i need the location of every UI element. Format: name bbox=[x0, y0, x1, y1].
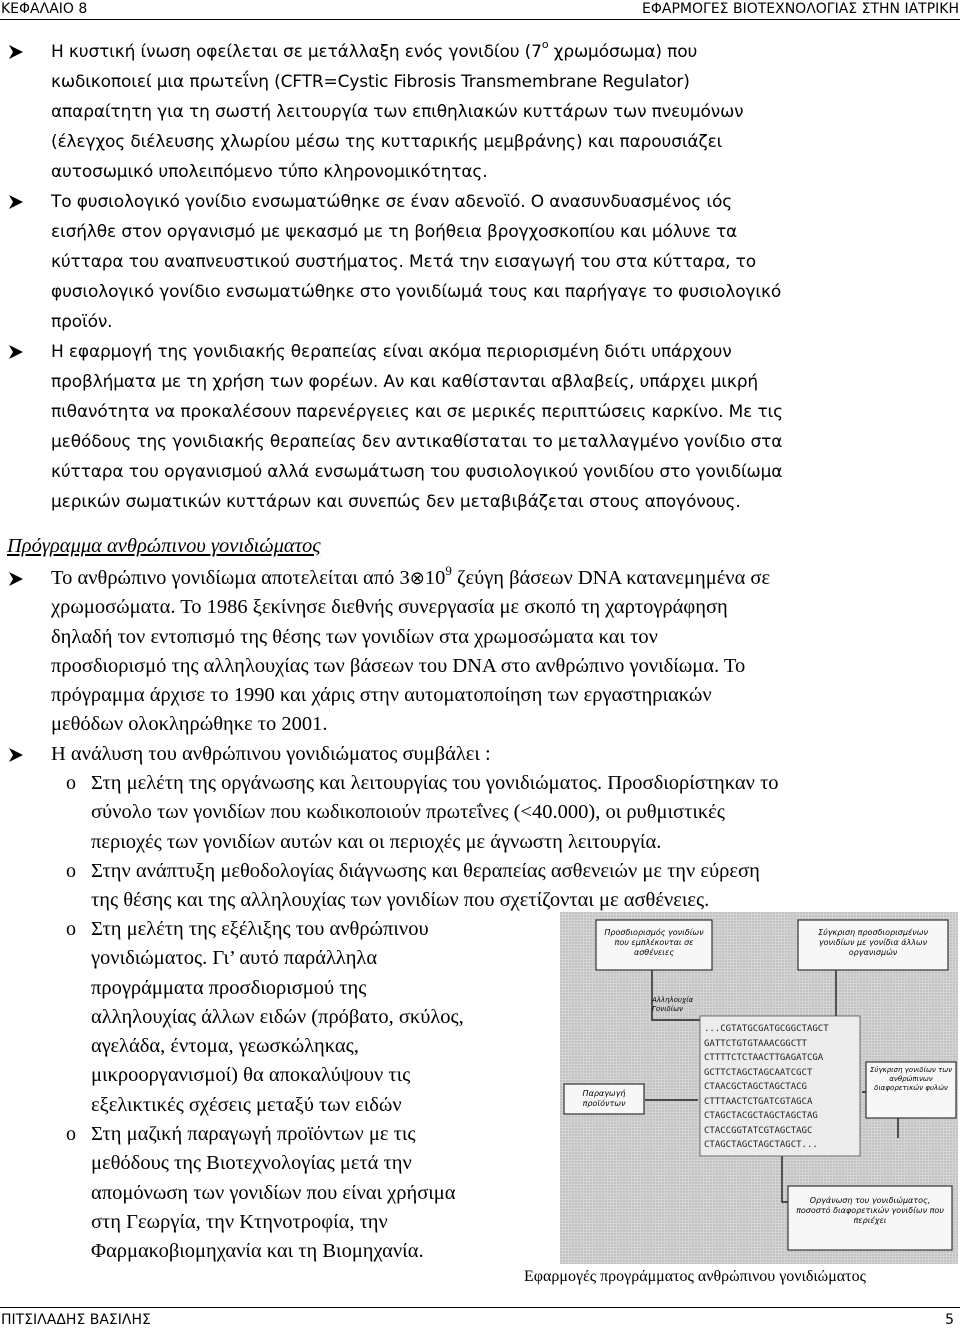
sequence-line: GCTTCTAGCTAGCAATCGCT bbox=[704, 1067, 813, 1078]
text-line: αγελάδα, έντομα, γεωσκώληκας, bbox=[91, 1035, 359, 1058]
text-line: προβλήματα με τη χρήση των φορέων. Αν και καθίστανται αβλαβείς, υπάρχει μικρή bbox=[51, 372, 758, 392]
sequence-line: CTAGCTAGCTAGCTAGCT... bbox=[704, 1140, 818, 1150]
arrow-bullet-icon bbox=[7, 746, 25, 764]
text-line: κύτταρα του αναπνευστικού συστήματος. Μετά την εισαγωγή του στα κύτταρα, το bbox=[51, 252, 757, 272]
superscript: ο bbox=[541, 38, 549, 51]
sub-bullet-production bbox=[91, 1120, 556, 1266]
text-line: προσδιορισμό της αλληλουχίας των βάσεων του DNA στο ανθρώπινο γονιδίωμα. Το bbox=[51, 654, 746, 677]
text-line: Στην ανάπτυξη μεθοδολογίας διάγνωσης και θεραπείας ασθενειών με την εύρεση bbox=[91, 860, 760, 882]
text-line: (έλεγχος διέλευσης χλωρίου μέσω της κυτταρικής μεμβράνης) και παρουσιάζει bbox=[51, 132, 723, 152]
text-line: στη Γεωργία, την Κτηνοτροφία, την bbox=[91, 1210, 388, 1233]
arrow-bullet-icon bbox=[7, 343, 25, 361]
figure-label-compare-organisms: Σύγκριση προσδιορισμένων γονιδίων με γονίδια άλλων οργανισμών bbox=[818, 928, 928, 957]
sub-bullet-marker: o bbox=[66, 918, 76, 940]
sequence-line: CTACCGGTATCGTAGCTAGC bbox=[704, 1125, 813, 1136]
sub-bullet-diagnosis bbox=[91, 857, 957, 916]
text-line: εξελικτικές σχέσεις μεταξύ των ειδών bbox=[91, 1093, 402, 1116]
footer-author: ΠΙΤΣΙΛΑΔΗΣ ΒΑΣΙΛΗΣ bbox=[1, 1312, 151, 1328]
bullet-genome-analysis: Η ανάλυση του ανθρώπινου γονιδιώματος συμβάλει : bbox=[51, 743, 491, 765]
text-line: Το φυσιολογικό γονίδιο ενσωματώθηκε σε έναν αδενοϊό. Ο ανασυνδυασμένος ιός bbox=[51, 192, 733, 212]
sequence-line: CTAACGCTAGCTAGCTACG bbox=[704, 1082, 807, 1092]
sub-bullet-marker: o bbox=[66, 1123, 76, 1145]
text-line: μερικών σωματικών κυττάρων και συνεπώς δεν μεταβιβάζεται στους απογόνους. bbox=[51, 492, 741, 512]
text-line: προϊόν. bbox=[51, 312, 113, 332]
text-line: χρωμοσώματα. Το 1986 ξεκίνησε διεθνής συνεργασία με σκοπό τη χαρτογράφηση bbox=[51, 596, 728, 619]
sequence-line: GATTCTGTGTAAACGGCTT bbox=[704, 1038, 807, 1049]
sequence-line: CTTTTCTCTAACTTGAGATCGA bbox=[704, 1053, 824, 1063]
figure-label-compare-races: Σύγκριση γονιδίων των ανθρώπινων διαφορετικών φυλών bbox=[870, 1066, 952, 1092]
figure-label-genome-organization: Οργάνωση του γονιδιώματος, ποσοστό διαφορετικών γονιδίων που περιέχει bbox=[796, 1196, 944, 1225]
text-line: δηλαδή τον εντοπισμό της θέσης των γονιδίων στα χρωμοσώματα και τον bbox=[51, 625, 658, 648]
text-line: κωδικοποιεί μια πρωτεΐνη (CFTR=Cystic Fibrosis Transmembrane Regulator) bbox=[51, 72, 690, 92]
sub-bullet-evolution bbox=[91, 915, 556, 1120]
footer-divider bbox=[0, 1307, 960, 1308]
text-line: μεθόδων ολοκληρώθηκε το 2001. bbox=[51, 713, 328, 736]
times-symbol: ⊗ bbox=[409, 568, 425, 589]
sequence-line: CTTTAACTCTGATCGTAGCA bbox=[704, 1096, 813, 1107]
sub-bullet-marker: o bbox=[66, 772, 76, 794]
text-line: πρόγραμμα άρχισε το 1990 και χάρις στην αυτοματοποίηση των εργαστηριακών bbox=[51, 684, 712, 707]
arrow-bullet-icon bbox=[7, 570, 25, 588]
text-line: Η κυστική ίνωση οφείλεται σε μετάλλαξη ενός γονιδίου ($7^o$ χρωμόσωμα) που bbox=[51, 38, 698, 62]
text-line: προγράμματα προσδιορισμού της bbox=[91, 976, 367, 999]
text-line: γονιδιώματος. Γι’ αυτό παράλληλα bbox=[91, 947, 378, 970]
text-line: Στη μελέτη της οργάνωσης και λειτουργίας του γονιδιώματος. Προσδιορίστηκαν το bbox=[91, 772, 779, 794]
text-line: φυσιολογικό γονίδιο ενσωματώθηκε στο γονιδίωμά τους και παρήγαγε το φυσιολογικό bbox=[51, 282, 782, 302]
text-line: κύτταρα του οργανισμού αλλά ενσωμάτωση του φυσιολογικού γονιδίου στο γονιδίωμα bbox=[51, 462, 783, 482]
figure-label-disease-genes: Προσδιορισμός γονιδίων που εμπλέκονται σε ασθένειες bbox=[604, 928, 704, 957]
text-line: αυτοσωμικό υπολειπόμενο τύπο κληρονομικότητας. bbox=[51, 162, 488, 182]
exponent: 9 bbox=[445, 563, 452, 578]
header-chapter: ΚΕΦΑΛΑΙΟ 8 bbox=[1, 1, 88, 17]
text-line: Η εφαρμογή της γονιδιακής θεραπείας είναι ακόμα περιορισμένη διότι υπάρχουν bbox=[51, 342, 732, 362]
text-line: αλληλουχίας άλλων ειδών (πρόβατο, σκύλος, bbox=[91, 1005, 464, 1028]
text-line: μικροοργανισμοί) θα αποκαλύψουν τις bbox=[91, 1064, 411, 1087]
text-line: της θέσης και της αλληλουχίας των γονιδίων που σχετίζονται με ασθένειες. bbox=[91, 889, 710, 912]
text-line: Το ανθρώπινο γονιδίωμα αποτελείται από $3\otimes 10^9$ ζεύγη βάσεων DNA κατανεμημένα σε bbox=[51, 563, 771, 589]
dna-sequence bbox=[704, 1022, 858, 1153]
header-title: ΕΦΑΡΜΟΓΕΣ ΒΙΟΤΕΧΝΟΛΟΓΙΑΣ ΣΤΗΝ ΙΑΤΡΙΚΗ bbox=[642, 1, 959, 17]
sequence-line: ...CGTATGCGATGCGGCTAGCT bbox=[704, 1024, 829, 1034]
page-number: 5 bbox=[945, 1312, 954, 1328]
text-line: Στη μαζική παραγωγή προϊόντων με τις bbox=[91, 1123, 416, 1145]
text-line: μεθόδους της γονιδιακής θεραπείας δεν αντικαθίσταται το μεταλλαγμένο γονίδιο στα bbox=[51, 432, 783, 452]
arrow-bullet-icon bbox=[7, 43, 25, 61]
text-line: περιοχές των γονιδίων αυτών και οι περιοχές με άγνωστη λειτουργία. bbox=[91, 830, 662, 853]
bullet-cystic-fibrosis bbox=[51, 37, 956, 187]
figure-caption: Εφαρμογές προγράμματος ανθρώπινου γονιδιώματος bbox=[524, 1268, 866, 1285]
bullet-gene-therapy bbox=[51, 337, 956, 517]
header-divider bbox=[0, 19, 960, 20]
text-line: πιθανότητα να προκαλέσουν παρενέργειες και σε μερικές περιπτώσεις καρκίνο. Με τις bbox=[51, 402, 783, 422]
genome-applications-figure bbox=[560, 912, 958, 1264]
figure-label-products: Παραγωγή προϊόντων bbox=[582, 1089, 626, 1108]
sub-bullet-organization bbox=[91, 769, 957, 857]
section-title: Πρόγραμμα ανθρώπινου γονιδιώματος bbox=[7, 535, 321, 557]
arrow-bullet-icon bbox=[7, 193, 25, 211]
bullet-genome-program bbox=[51, 564, 956, 740]
text-line: απαραίτητη για τη σωστή λειτουργία των επιθηλιακών κυττάρων των πνευμόνων bbox=[51, 102, 744, 122]
text-line: Φαρμακοβιομηχανία και τη Βιομηχανία. bbox=[91, 1240, 424, 1263]
text-line: μεθόδους της Βιοτεχνολογίας μετά την bbox=[91, 1152, 412, 1175]
text-line: απομόνωση των γονιδίων που είναι χρήσιμα bbox=[91, 1181, 456, 1204]
text-line: σύνολο των γονιδίων που κωδικοποιούν πρωτεΐνες (<40.000), οι ρυθμιστικές bbox=[91, 801, 725, 824]
text-line: Στη μελέτη της εξέλιξης του ανθρώπινου bbox=[91, 918, 429, 940]
sequence-line: CTAGCTACGCTAGCTAGCTAG bbox=[704, 1111, 818, 1121]
figure-label-gene-sequence: Αλληλουχία Γονιδίων bbox=[652, 996, 694, 1013]
sub-bullet-marker: o bbox=[66, 860, 76, 882]
bullet-adenovirus bbox=[51, 187, 956, 337]
text-line: εισήλθε στον οργανισμό με ψεκασμό με τη βοήθεια βρογχοσκοπίου και μόλυνε τα bbox=[51, 222, 738, 242]
